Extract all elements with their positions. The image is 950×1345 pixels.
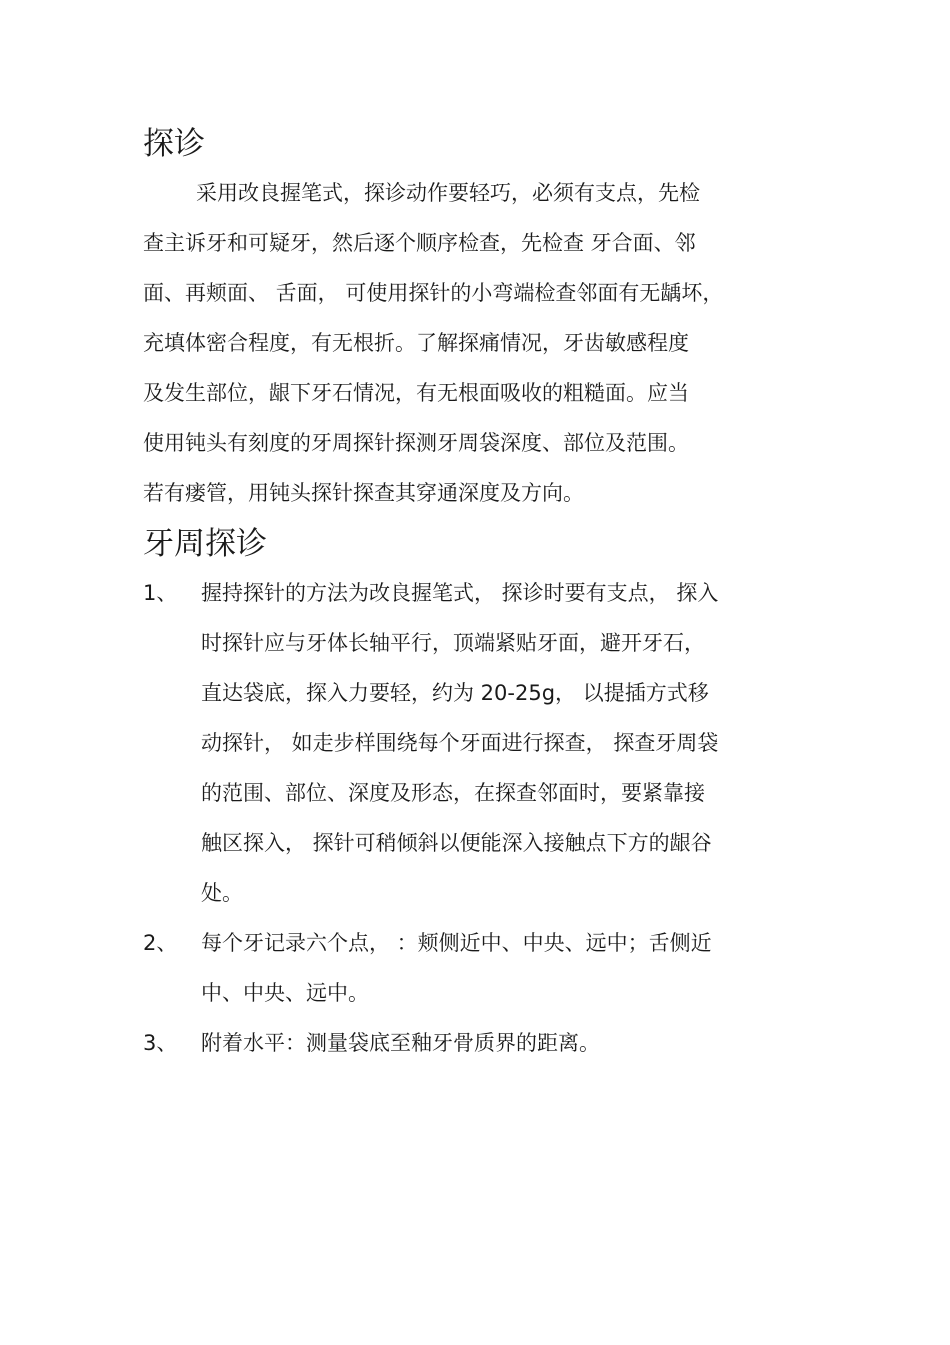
- section-title-probing: 探诊: [143, 126, 205, 162]
- list-item-line: 直达袋底，探入力要轻，约为 20-25g， 以提插方式移: [201, 681, 709, 705]
- list-item-number: 2、: [143, 931, 178, 955]
- list-item-line: 时探针应与牙体长轴平行，顶端紧贴牙面，避开牙石，: [201, 631, 705, 655]
- list-item-line: 触区探入， 探针可稍倾斜以便能深入接触点下方的龈谷: [201, 831, 712, 855]
- list-item-number: 3、: [143, 1031, 178, 1055]
- list-item-line: 处。: [201, 881, 243, 905]
- list-item-line: 动探针， 如走步样围绕每个牙面进行探查， 探查牙周袋: [201, 731, 719, 755]
- list-item-line: 每个牙记录六个点， ：颊侧近中、中央、远中；舌侧近: [201, 931, 712, 955]
- paragraph-line: 采用改良握笔式，探诊动作要轻巧，必须有支点，先检: [196, 181, 700, 205]
- paragraph-line: 使用钝头有刻度的牙周探针探测牙周袋深度、部位及范围。: [143, 431, 689, 455]
- section-title-periodontal-probing: 牙周探诊: [143, 526, 267, 562]
- paragraph-line: 充填体密合程度，有无根折。了解探痛情况，牙齿敏感程度: [143, 331, 689, 355]
- paragraph-line: 面、再颊面、 舌面， 可使用探针的小弯端检查邻面有无龋坏，: [143, 281, 724, 305]
- list-item-line: 的范围、部位、深度及形态，在探查邻面时，要紧靠接: [201, 781, 705, 805]
- paragraph-line: 及发生部位，龈下牙石情况，有无根面吸收的粗糙面。应当: [143, 381, 689, 405]
- list-item-line: 握持探针的方法为改良握笔式， 探诊时要有支点， 探入: [201, 581, 719, 605]
- list-item-line: 中、中央、远中。: [201, 981, 369, 1005]
- list-item-line: 附着水平：测量袋底至釉牙骨质界的距离。: [201, 1031, 600, 1055]
- paragraph-line: 若有瘘管，用钝头探针探查其穿通深度及方向。: [143, 481, 584, 505]
- list-item-number: 1、: [143, 581, 178, 605]
- paragraph-line: 查主诉牙和可疑牙，然后逐个顺序检查，先检查 牙合面、邻: [143, 231, 696, 255]
